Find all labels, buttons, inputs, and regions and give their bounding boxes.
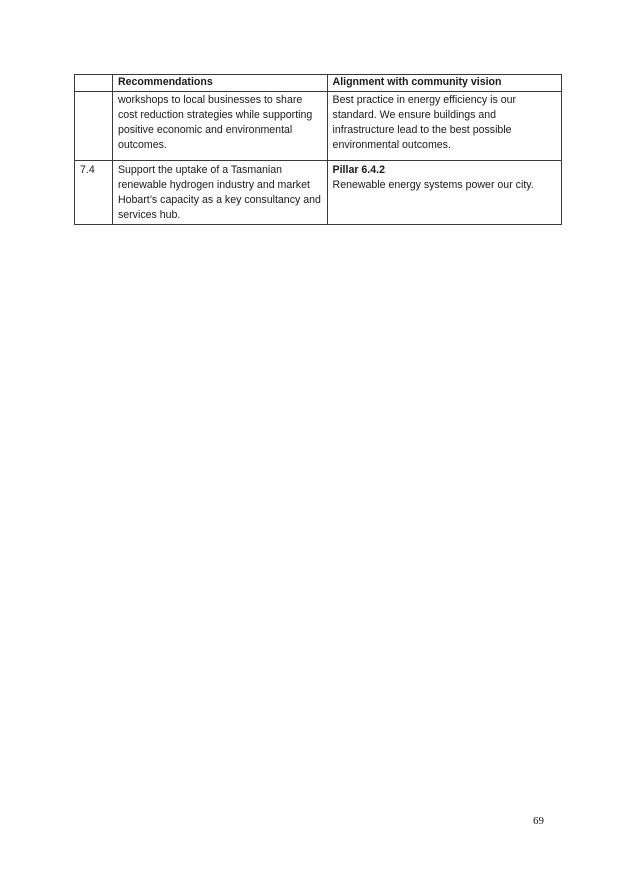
row-number-cell: 7.4 bbox=[75, 161, 113, 225]
alignment-text: Renewable energy systems power our city. bbox=[332, 179, 534, 191]
recommendation-cell: workshops to local businesses to share cost reduction strategies while supporting positive economic and environmental outcomes. bbox=[112, 92, 327, 161]
alignment-cell bbox=[327, 92, 561, 161]
table-row bbox=[75, 161, 562, 225]
pillar-label: Pillar 6.4.2 bbox=[332, 164, 385, 176]
recommendations-table bbox=[74, 74, 562, 225]
table-row bbox=[75, 92, 562, 161]
recommendations-column-header: Recommendations bbox=[112, 75, 327, 92]
table-header-row bbox=[75, 75, 562, 92]
page-number: 69 bbox=[533, 815, 544, 827]
alignment-text: Best practice in energy efficiency is our standard. We ensure buildings and infrastructure lead to the best possible environmental outcomes. bbox=[332, 94, 517, 151]
number-column-header bbox=[75, 75, 113, 92]
recommendation-cell: Support the uptake of a Tasmanian renewable hydrogen industry and market Hobart’s capacity as a key consultancy and services hub. bbox=[112, 161, 327, 225]
alignment-cell bbox=[327, 161, 561, 225]
alignment-column-header: Alignment with community vision bbox=[327, 75, 561, 92]
row-number-cell bbox=[75, 92, 113, 161]
